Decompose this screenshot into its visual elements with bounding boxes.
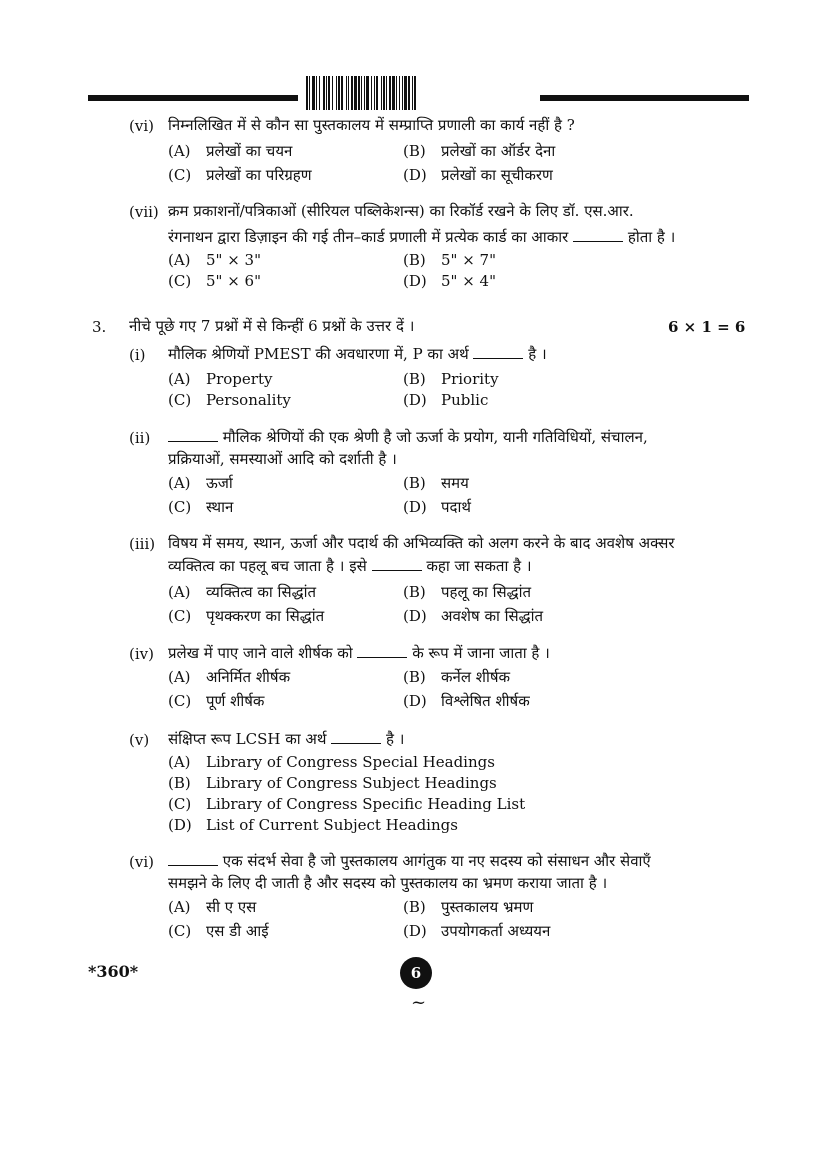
option: (D) Public [403,391,489,409]
option: (A) व्यक्तित्व का सिद्धांत [168,583,317,601]
answer-blank [372,558,422,571]
option: (A) सी ए एस [168,898,257,916]
header-rule-right [540,95,749,101]
answer-blank [168,429,218,442]
question-number: (i) [129,346,146,364]
option: (B) पहलू का सिद्धांत [403,583,532,601]
option: (A) 5" × 3" [168,251,261,269]
option: (C) पृथक्करण का सिद्धांत [168,607,325,625]
answer-blank [573,229,623,242]
question-line: क्रम प्रकाशनों/पत्रिकाओं (सीरियल पब्लिकेशन्स) का रिकॉर्ड रखने के लिए डॉ. एस.आर. [168,202,634,220]
question-text: समझने के लिए दी जाती है और सदस्य को पुस्तकालय का भ्रमण कराया जाता है । [168,874,608,892]
option: (B) 5" × 7" [403,251,496,269]
question-text [168,341,547,367]
option: (D) पदार्थ [403,498,471,516]
option: (C) पूर्ण शीर्षक [168,692,265,710]
question-number: (v) [129,731,150,749]
question-text [168,640,550,666]
option: (D) अवशेष का सिद्धांत [403,607,544,625]
option: (C) एस डी आई [168,922,269,940]
option: (B) Priority [403,370,499,388]
option: (D) प्रलेखों का सूचीकरण [403,166,553,184]
option: (A) प्रलेखों का चयन [168,142,293,160]
option: (D) विश्लेषित शीर्षक [403,692,530,710]
paper-code: *360* [88,962,139,981]
question-line: होता है । [627,228,676,246]
option: (B) प्रलेखों का ऑर्डर देना [403,142,556,160]
option: (C) स्थान [168,498,234,516]
question-line: मौलिक श्रेणियों की एक श्रेणी है जो ऊर्जा के प्रयोग, यानी गतिविधियों, संचालन, [222,428,648,446]
question-line: प्रलेख में पाए जाने वाले शीर्षक को [168,644,353,662]
answer-blank [168,853,218,866]
option: (B) पुस्तकालय भ्रमण [403,898,534,916]
question-number: (vi) [129,117,154,135]
question-line: रंगनाथन द्वारा डिज़ाइन की गई तीन–कार्ड प्रणाली में प्रत्येक कार्ड का आकार [168,228,569,246]
option: (A) अनिर्मित शीर्षक [168,668,291,686]
question-number: (ii) [129,429,151,447]
option: (C) 5" × 6" [168,272,261,290]
question-text [168,553,532,579]
question-line: एक संदर्भ सेवा है जो पुस्तकालय आगंतुक या नए सदस्य को संसाधन और सेवाएँ [222,852,651,870]
question-number: 3. [92,318,107,336]
question-number: (vii) [129,203,159,221]
option: (B) कर्नेल शीर्षक [403,668,511,686]
option: (B) Library of Congress Subject Headings [168,774,497,792]
question-text: निम्नलिखित में से कौन सा पुस्तकालय में सम्प्राप्ति प्रणाली का कार्य नहीं है ? [168,116,575,134]
header-rule-left [88,95,298,101]
option: (D) 5" × 4" [403,272,496,290]
tilde-mark: ~ [411,992,427,1013]
option: (D) List of Current Subject Headings [168,816,458,834]
question-number: (vi) [129,853,154,871]
answer-blank [473,346,523,359]
answer-blank [357,645,407,658]
option: (D) उपयोगकर्ता अध्ययन [403,922,551,940]
barcode [306,76,532,110]
question-line: व्यक्तित्व का पहलू बच जाता है । इसे [168,557,367,575]
question-line: है । [386,730,405,748]
question-line: कहा जा सकता है । [426,557,532,575]
question-text [168,198,750,224]
question-number: (iv) [129,645,154,663]
question-line: संक्षिप्त रूप LCSH का अर्थ [168,730,327,748]
question-text [168,224,750,250]
option: (A) Property [168,370,273,388]
barcode-stripe [416,76,417,110]
question-text [168,726,404,752]
question-line: है । [528,345,547,363]
option: (B) समय [403,474,469,492]
option: (A) Library of Congress Special Headings [168,753,495,771]
marks: 6 × 1 = 6 [668,318,746,336]
option: (C) प्रलेखों का परिग्रहण [168,166,312,184]
question-line: के रूप में जाना जाता है । [412,644,550,662]
question-number: (iii) [129,535,156,553]
question-line: मौलिक श्रेणियों PMEST की अवधारणा में, P का अर्थ [168,345,469,363]
option: (A) ऊर्जा [168,474,233,492]
page-number: 6 [400,957,432,989]
question-text: विषय में समय, स्थान, ऊर्जा और पदार्थ की अभिव्यक्ति को अलग करने के बाद अवशेष अक्सर [168,534,675,552]
option: (C) Library of Congress Specific Heading List [168,795,526,813]
answer-blank [331,731,381,744]
option: (C) Personality [168,391,291,409]
section-instruction: नीचे पूछे गए 7 प्रश्नों में से किन्हीं 6 प्रश्नों के उत्तर दें । [129,317,415,335]
question-text: प्रक्रियाओं, समस्याओं आदि को दर्शाती है । [168,450,397,468]
